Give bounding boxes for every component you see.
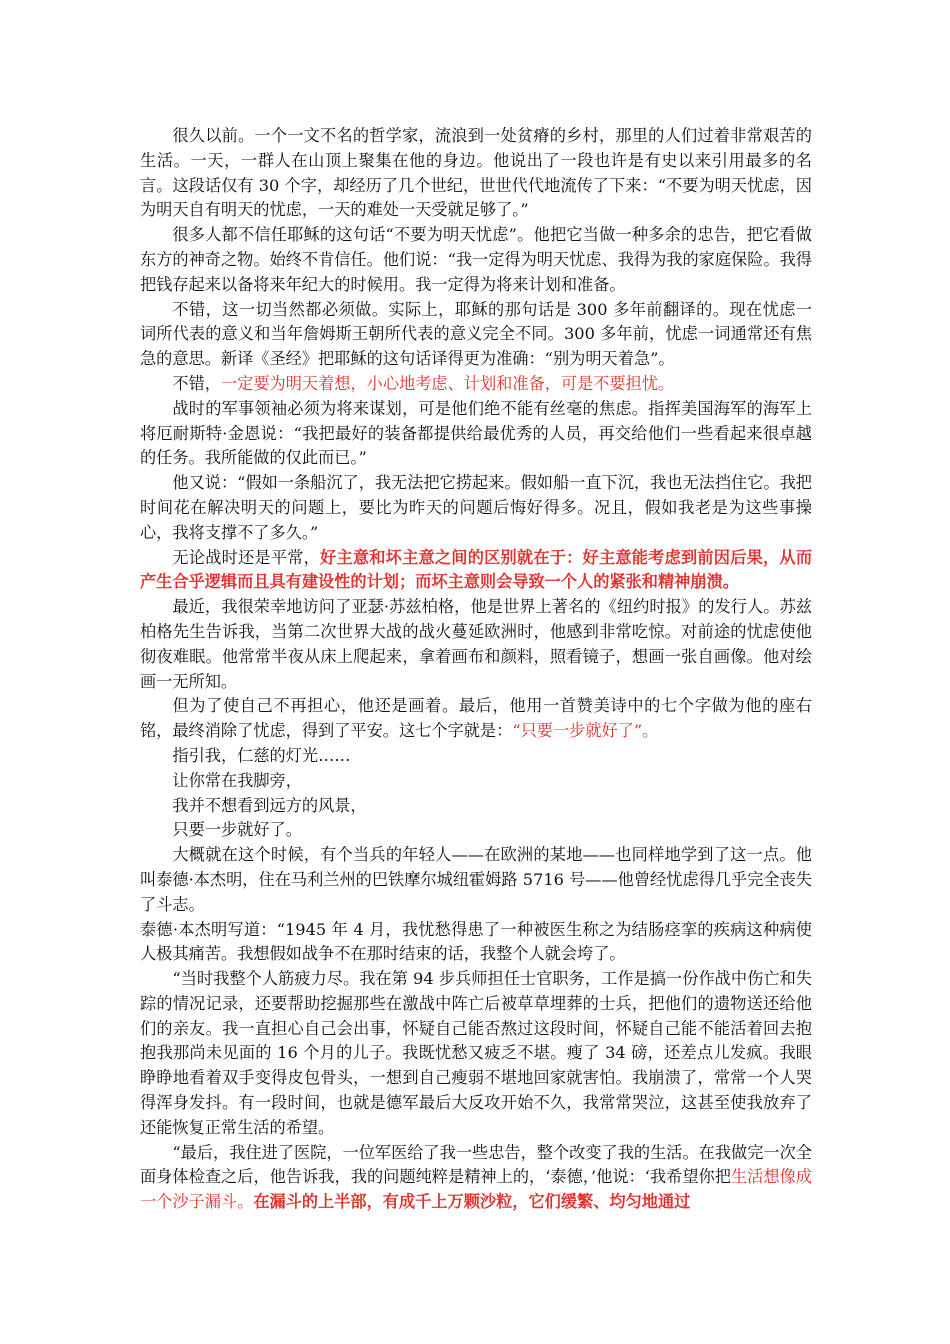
poem-line-4: 只要一步就好了。 <box>172 820 302 840</box>
paragraph-8-text: 最近，我很荣幸地访问了亚瑟·苏兹柏格，他是世界上著名的《纽约时报》的发行人。苏兹柏格先生告诉我，当第二次世界大战的战火蔓延欧洲时，他感到非常吃惊。对前途的忧虑使他彻夜难眠。他常常半夜从床上爬起来，拿着画布和颜料，照看镜子，想画一张自画像。他对绘画一无所知。 <box>140 597 812 691</box>
paragraph-9 <box>140 694 812 744</box>
paragraph-12 <box>140 967 812 1141</box>
paragraph-5-text: 战时的军事领袖必须为将来谋划，可是他们绝不能有丝毫的焦虑。指挥美国海军的海军上将厄耐斯特·金恩说：“我把最好的装备都提供给最优秀的人员，再交给他们一些看起来很卓越的任务。我所能做的仅此而已。” <box>140 398 812 468</box>
paragraph-7-highlight: 好主意和坏主意之间的区别就在于：好主意能考虑到前因后果，从而产生合乎逻辑而且具有建设性的计划；而坏主意则会导致一个人的紧张和精神崩溃。 <box>140 547 813 592</box>
paragraph-6-text: 他又说：“假如一条船沉了，我无法把它捞起来。假如船一直下沉，我也无法挡住它。我把时间花在解决明天的问题上，要比为昨天的问题后悔好得多。况且，假如我老是为这些事操心，我将支撑不了多久。” <box>140 473 812 542</box>
paragraph-4-text: 不错， <box>172 373 221 393</box>
paragraph-1 <box>140 124 812 223</box>
poem-line-1: 指引我，仁慈的灯光…… <box>172 745 351 765</box>
paragraph-7-text: 无论战时还是平常， <box>172 547 321 567</box>
paragraph-13 <box>140 1141 812 1215</box>
paragraph-13-text: “最后，我住进了医院，一位军医给了我一些忠告，整个改变了我的生活。在我做完一次全面身体检查之后，他告诉我，我的问题纯粹是精神上的，‘泰德，’他说：‘我希望你把 <box>140 1142 812 1187</box>
paragraph-10 <box>140 843 812 917</box>
paragraph-8 <box>140 595 812 694</box>
poem-line-2: 让你常在我脚旁， <box>172 770 302 790</box>
paragraph-3 <box>140 298 812 372</box>
paragraph-9-highlight: “只要一步就好了”。 <box>512 721 659 741</box>
paragraph-6 <box>140 471 812 545</box>
poem-line-3: 我并不想看到远方的风景， <box>172 795 367 815</box>
paragraph-4-highlight: 一定要为明天着想，小心地考虑、计划和准备，可是不要担忧。 <box>220 373 675 393</box>
paragraph-3-text: 不错，这一切当然都必须做。实际上，耶稣的那句话是 300 多年前翻译的。现在忧虑一词所代表的意义和当年詹姆斯王朝所代表的意义完全不同。300 多年前，忧虑一词通常还有焦急的意思。新译《圣经》把耶稣的这句话译得更为准确：“别为明天着急”。 <box>140 299 812 369</box>
paragraph-11-text: 泰德·本杰明写道：“1945 年 4 月，我忧愁得患了一种被医生称之为结肠痉挛的疾病这种病使人极其痛苦。我想假如战争不在那时结束的话，我整个人就会垮了。 <box>140 919 812 964</box>
paragraph-10-text: 大概就在这个时候，有个当兵的年轻人——在欧洲的某地——也同样地学到了这一点。他叫泰德·本杰明，住在马利兰州的巴铁摩尔城纽霍姆路 5716 号——他曾经忧虑得几乎完全丧失了斗志。 <box>140 845 812 914</box>
paragraph-11 <box>140 918 812 968</box>
paragraph-13-highlight-2: 在漏斗的上半部，有成千上万颗沙粒，它们缓繁、均匀地通过 <box>253 1192 691 1212</box>
paragraph-9-text: 但为了使自己不再担心，他还是画着。最后，他用一首赞美诗中的七个字做为他的座右铭，最终消除了忧虑，得到了平安。这七个字就是： <box>140 696 812 741</box>
paragraph-1-text: 很久以前。一个一文不名的哲学家，流浪到一处贫瘠的乡村，那里的人们过着非常艰苦的生活。一天，一群人在山顶上聚集在他的身边。他说出了一段也许是有史以来引用最多的名言。这段话仅有 30 个字，却经历了几个世纪，世世代代地流传了下来：“不要为明天忧虑，因为明天自有明天的忧虑，一天的难处一天受就足够了。” <box>140 126 812 220</box>
paragraph-7 <box>140 546 812 596</box>
paragraph-13-highlight-1: 生活想像成一个沙子漏斗。 <box>140 1167 812 1212</box>
document-page <box>140 124 812 1215</box>
paragraph-2-text: 很多人都不信任耶稣的这句话“不要为明天忧虑”。他把它当做一种多余的忠告，把它看做东方的神奇之物。始终不肯信任。他们说：“我一定得为明天忧虑、我得为我的家庭保险。我得把钱存起来以备将来年纪大的时候用。我一定得为将来计划和准备。 <box>140 225 812 294</box>
paragraph-4 <box>140 372 812 397</box>
paragraph-12-text: “当时我整个人筋疲力尽。我在第 94 步兵师担任士官职务，工作是搞一份作战中伤亡和失踪的情况记录，还要帮助挖掘那些在激战中阵亡后被草草埋葬的士兵，把他们的遗物送还给他们的亲友。我一直担心自己会出事，怀疑自己能否熬过这段时间，怀疑自己能不能活着回去抱抱我那尚未见面的 16 个月的儿子。我既忧愁又疲乏不堪。瘦了 34 磅，还差点儿发疯。我眼睁睁地看着双手变得皮包骨头，一想到自己瘦弱不堪地回家就害怕。我崩溃了，常常一个人哭得浑身发抖。有一段时间，也就是德军最后大反攻开始不久，我常常哭泣，这甚至使我放弃了还能恢复正常生活的希望。 <box>140 969 812 1137</box>
paragraph-2 <box>140 223 812 297</box>
paragraph-5 <box>140 397 812 471</box>
